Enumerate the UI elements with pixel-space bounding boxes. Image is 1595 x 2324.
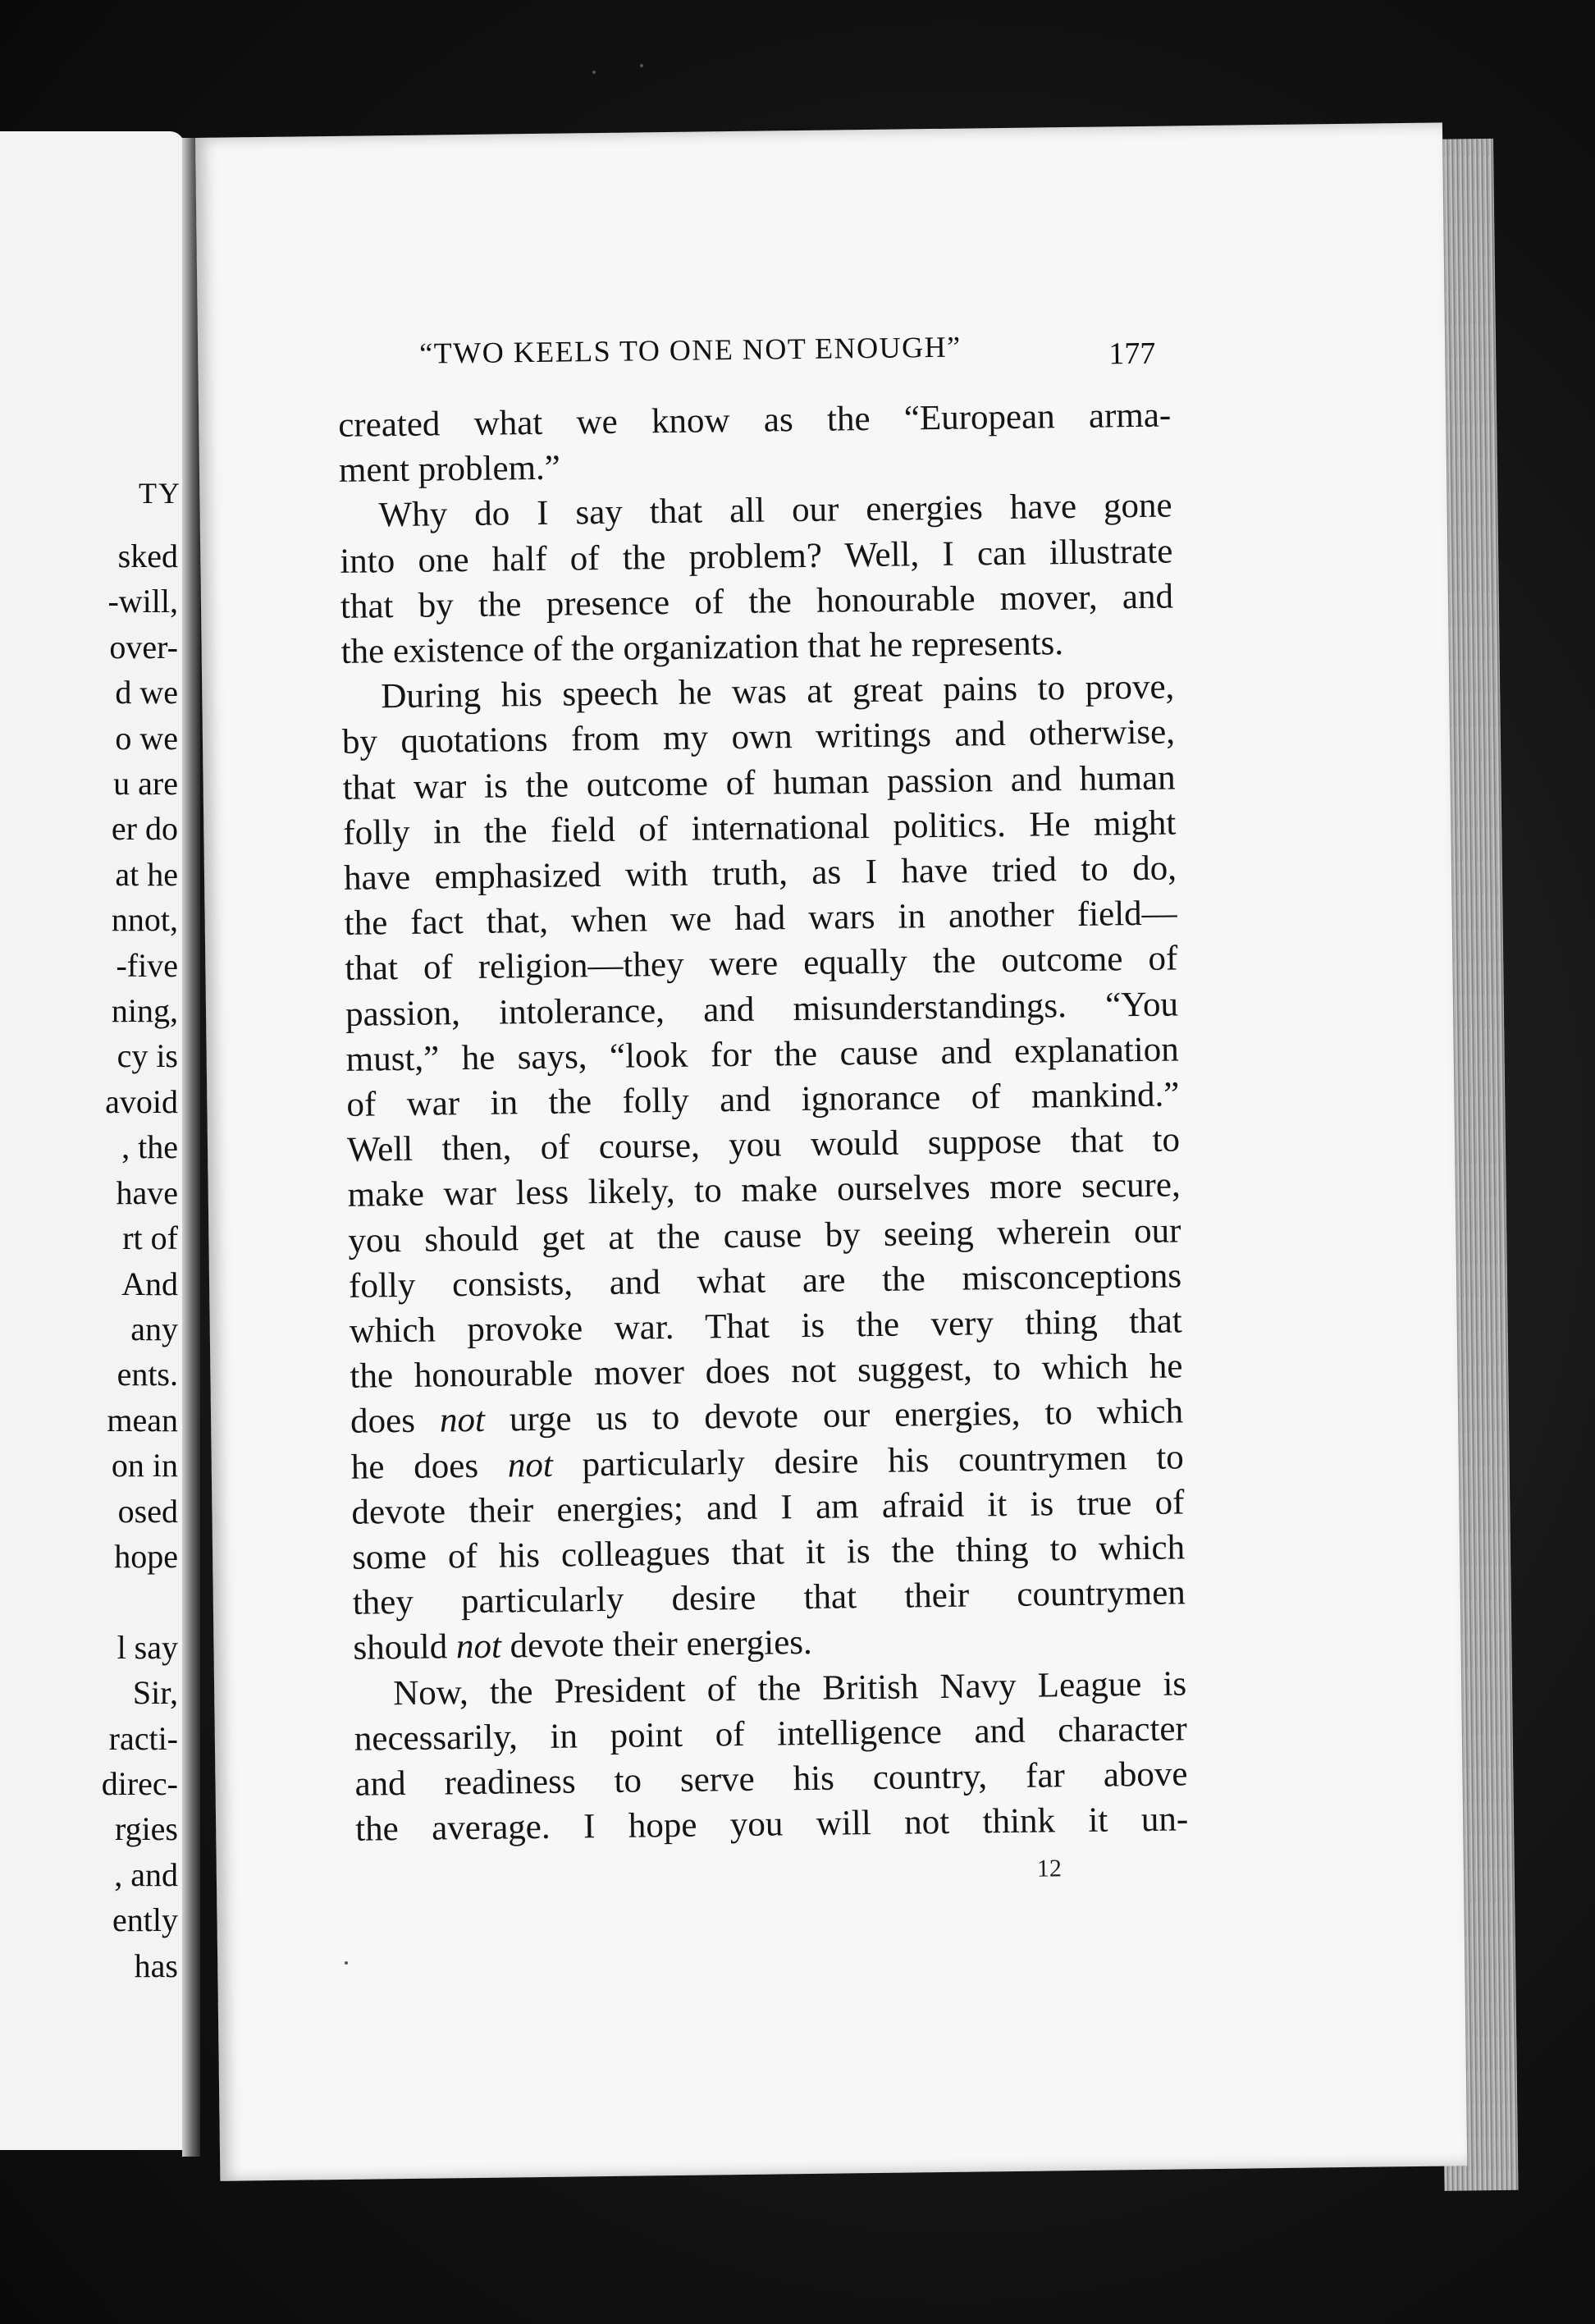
left-text-line: has	[134, 1947, 178, 1984]
book-gutter	[182, 138, 200, 2157]
text-line: which provoke war. That is the very thing that	[349, 1302, 1182, 1351]
text-line: the average. I hope you will not think it un-	[354, 1800, 1189, 1850]
left-text-line: u are	[113, 765, 178, 803]
left-text-line: o we	[115, 719, 178, 757]
text-line: have emphasized with truth, as I have tried to do,	[343, 849, 1177, 898]
left-text-line: -five	[116, 946, 178, 984]
text-line: devote their energies; and I am afraid it is true of	[351, 1483, 1185, 1532]
left-text-line: ents.	[117, 1356, 178, 1393]
left-text-line: d we	[115, 674, 178, 711]
left-facing-page	[0, 131, 185, 2150]
left-text-line: ning,	[111, 992, 178, 1030]
right-page	[195, 122, 1467, 2180]
running-head	[419, 325, 1346, 371]
left-text-line: And	[121, 1265, 178, 1302]
left-text-line: over-	[109, 628, 178, 666]
left-text-line: on in	[111, 1447, 178, 1485]
text-line: ment problem.”	[338, 448, 561, 491]
left-text-line: rgies	[114, 1810, 178, 1848]
text-line: some of his colleagues that it is the thing to which	[351, 1528, 1186, 1577]
text-line: that war is the outcome of human passion and human	[342, 758, 1176, 807]
text-line: that by the presence of the honourable mover, and	[340, 577, 1174, 626]
text-line: into one half of the problem? Well, I can illustrate	[340, 532, 1173, 581]
left-text-line: osed	[117, 1492, 178, 1530]
text-line: Now, the President of the British Navy League is	[392, 1664, 1187, 1713]
text-line: Well then, of course, you would suppose that to	[346, 1120, 1181, 1170]
left-text-line: , the	[121, 1128, 178, 1166]
text-line: does not urge us to devote our energies, to which	[350, 1392, 1184, 1442]
left-text-line: rt of	[122, 1219, 178, 1257]
dust-speck	[640, 64, 643, 67]
body-text	[338, 392, 1189, 1852]
page-number: 177	[1108, 336, 1156, 372]
text-line: passion, intolerance, and misunderstandings. “You	[345, 985, 1179, 1034]
left-text-line: direc-	[101, 1764, 178, 1802]
left-text-line: , and	[114, 1855, 178, 1893]
text-line: and readiness to serve his country, far above	[354, 1754, 1188, 1804]
signature-mark: 12	[1036, 1855, 1063, 1883]
running-head-title: “TWO KEELS TO ONE NOT ENOUGH”	[418, 330, 962, 370]
text-line: folly consists, and what are the misconceptions	[348, 1256, 1182, 1306]
left-text-line: Sir,	[132, 1674, 178, 1712]
dust-speck	[345, 1961, 348, 1965]
text-line: During his speech he was at great pains to prove,	[381, 667, 1175, 716]
text-line: he does not particularly desire his countrymen to	[350, 1438, 1185, 1487]
left-text-line: have	[116, 1173, 178, 1211]
left-text-line: ently	[112, 1901, 178, 1939]
left-text-line: any	[130, 1310, 178, 1347]
left-text-line: racti-	[108, 1719, 178, 1757]
text-line: should not devote their energies.	[353, 1623, 813, 1668]
text-line: necessarily, in point of intelligence and character	[354, 1709, 1188, 1759]
text-line: must,” he says, “look for the cause and explanation	[345, 1030, 1179, 1079]
text-line: make war less likely, to make ourselves more secure,	[347, 1165, 1181, 1215]
left-text-line: sked	[117, 538, 178, 574]
text-line: the fact that, when we had wars in another field—	[344, 894, 1177, 944]
text-line: of war in the folly and ignorance of mankind.”	[346, 1075, 1180, 1124]
text-line: that of religion—they were equally the outcome of	[345, 939, 1178, 989]
left-text-line: cy is	[117, 1037, 178, 1075]
left-page-text	[102, 533, 178, 1988]
text-line: the honourable mover does not suggest, to which he	[350, 1347, 1183, 1397]
left-page-running-head: TY	[139, 477, 181, 510]
text-line: by quotations from my own writings and otherwise,	[341, 712, 1176, 762]
text-line: they particularly desire that their countrymen	[352, 1573, 1186, 1623]
left-text-line: hope	[114, 1537, 178, 1575]
left-text-line	[102, 1579, 178, 1624]
left-text-line: mean	[107, 1401, 178, 1439]
left-text-line: avoid	[105, 1082, 178, 1120]
text-line: folly in the field of international politics. He might	[343, 803, 1177, 853]
text-line: Why do I say that all our energies have gone	[378, 486, 1172, 535]
text-line: the existence of the organization that he represents.	[340, 624, 1064, 671]
left-text-line: nnot,	[111, 901, 178, 939]
left-text-line: -will,	[107, 583, 178, 620]
left-text-line: er do	[111, 810, 178, 848]
dust-speck	[592, 71, 596, 74]
text-line: created what we know as the “European arma-	[338, 396, 1172, 445]
left-text-line: at he	[115, 855, 178, 893]
left-text-line: l say	[117, 1628, 178, 1666]
text-line: you should get at the cause by seeing wherein our	[348, 1211, 1181, 1260]
